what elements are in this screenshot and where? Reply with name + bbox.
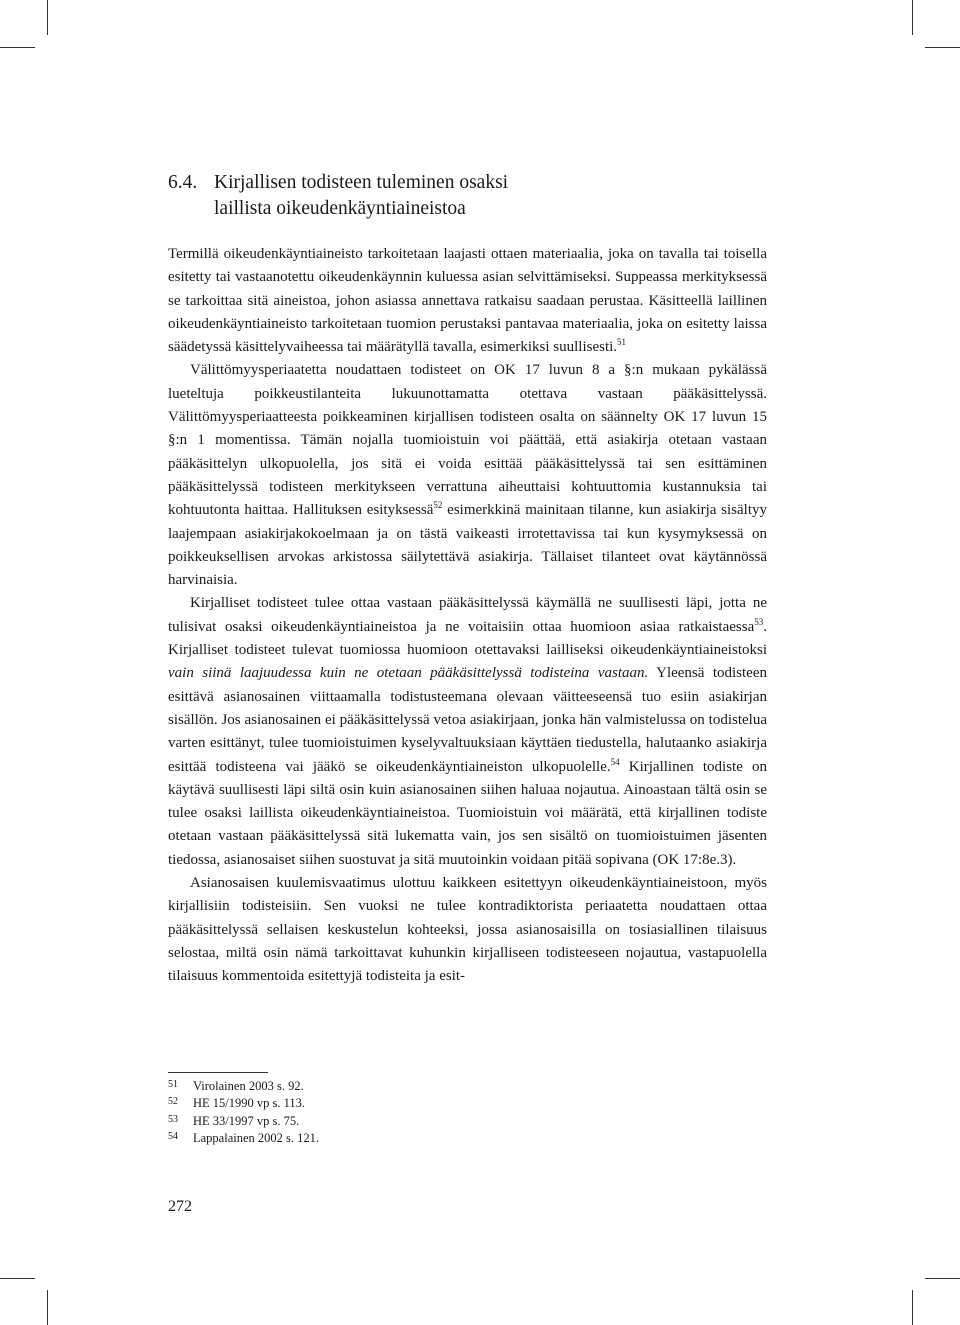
crop-mark <box>925 47 960 48</box>
footnote <box>168 1113 668 1130</box>
crop-mark <box>912 1290 913 1325</box>
footnote-text: Virolainen 2003 s. 92. <box>193 1079 304 1093</box>
emphasis-text: vain siinä laajuudessa kuin ne otetaan pääkäsittelyssä todisteina vastaan. <box>168 665 649 682</box>
footnote-text: HE 33/1997 vp s. 75. <box>193 1113 300 1128</box>
paragraph <box>168 243 767 359</box>
paragraph <box>168 872 767 988</box>
text-run: . Kirjalliset todisteet tulevat tuomiossa huomioon otettavaksi lailliseksi oikeudenkäyntiaineistoksi <box>168 618 767 659</box>
footnote-text: HE 15/1990 vp s. 113. <box>193 1096 306 1111</box>
text-run: Kirjalliset todisteet tulee ottaa vastaan pääkäsittelyssä käymällä ne suullisesti läpi, jotta ne tulisivat osaksi oikeudenkäyntiaineistoa ja ne voitaisiin ottaa huomioon asiaa ratkaistaessa <box>168 595 767 635</box>
footnote-ref: 51 <box>617 337 627 348</box>
paragraph <box>168 359 767 592</box>
footnote-rule <box>168 1072 268 1073</box>
footnote-number: 53 <box>168 1113 178 1125</box>
heading-line-2: laillista oikeudenkäyntiaineistoa <box>214 198 466 219</box>
footnote-text: Lappalainen 2002 s. 121. <box>193 1130 320 1145</box>
text-run: Asianosaisen kuulemisvaatimus ulottuu kaikkeen esitettyyn oikeudenkäyntiaineistoon, myös kirjallisiin todisteisiin. Sen vuoksi ne tulee kontradiktorista periaatetta noudattaen ottaa pääkäsittelyssä sellaisen keskustelun kohteeksi, jossa asianosaisilla on tosiasiallinen tilaisuus selostaa, miltä osin nämä tarkoittavat kuhunkin kirjalliseen todisteeseen nojautua, vastapuolella tilaisuus kommentoida esitettyjä todisteita ja esit- <box>168 875 767 985</box>
paragraph <box>168 592 767 872</box>
crop-mark <box>47 0 48 35</box>
footnote-ref: 52 <box>433 500 443 511</box>
text-run: esimerkkinä mainitaan tilanne, kun asiakirja sisältyy laajempaan asiakirjakokoelmaan ja on tästä vaikeasti irrotettavissa tai kun kysymyksessä on poikkeuksellisen arvokas arkistossa säilytettävä asiakirja. Tällaiset tilanteet ovat käytännössä harvinaisia. <box>168 502 768 589</box>
text-run: Termillä oikeudenkäyntiaineisto tarkoitetaan laajasti ottaen materiaalia, joka on tavalla tai toisella esitetty tai vastaanotettu oikeudenkäynnin kuluessa asian selvittämiseksi. Suppeassa merkityksessä se tarkoittaa sitä aineistoa, johon asiassa annettava ratkaisu saadaan perustaa. Käsitteellä laillinen oikeudenkäyntiaineisto tarkoitetaan tuomion perustaksi pantavaa materiaalia, joka on esitetty laissa säädetyssä käsittelyvaiheessa tai määrätyllä tavalla, esimerkiksi suullisesti. <box>168 246 767 356</box>
footnote-number: 51 <box>168 1079 178 1090</box>
footnote-number: 52 <box>168 1096 178 1108</box>
footnote <box>168 1078 668 1095</box>
heading-line-1: Kirjallisen todisteen tuleminen osaksi <box>214 172 509 193</box>
section-number: 6.4. <box>168 172 198 193</box>
crop-mark <box>0 47 35 48</box>
text-run: Kirjallinen todiste on käytävä suullisesti läpi siltä osin kuin asianosainen siihen haluaa nojautua. Ainoastaan tältä osin se tulee osaksi laillista oikeudenkäyntiaineistoa. Tuomioistuin voi määrätä, että kirjallinen todiste otetaan vastaan pääkäsittelyssä sitä lukematta vain, jos sen sisältö on tuomioistuimen jäsenten tiedossa, asianosaiset siihen suostuvat ja sitä muutoinkin voidaan pitää sopivana (OK 17:8e.3). <box>168 758 767 868</box>
crop-mark <box>925 1278 960 1279</box>
body-text <box>168 243 767 989</box>
crop-mark <box>0 1278 35 1279</box>
footnotes <box>168 1078 668 1147</box>
footnote-number: 54 <box>168 1130 178 1142</box>
text-run: Välittömyysperiaatetta noudattaen todisteet on OK 17 luvun 8 a §:n mukaan pykälässä lueteltuja poikkeustilanteita lukuunottamatta otettava vastaan pääkäsittelyssä. Välittömyysperiaatteesta poikkeaminen kirjallisen todisteen osalta on säännelty OK 17 luvun 15 §:n 1 momentissa. Tämän nojalla tuomioistuin voi päättää, että asiakirja otetaan vastaan pääkäsittelyn ulkopuolella, jos sitä ei voida esittää pääkäsittelyssä tai sen esittäminen pääkäsittelyssä todisteen merkitykseen verrattuna aiheuttaisi kohtuuttomia kustannuksia tai kohtuutonta haittaa. Hallituksen esityksessä <box>168 362 767 519</box>
footnote <box>168 1130 668 1147</box>
footnote-ref: 54 <box>610 756 620 767</box>
crop-mark <box>912 0 913 35</box>
text-run: Yleensä todisteen esittävä asianosainen viittaamalla todistusteemana olevaan väitteeseensä tuo esiin asiakirjan sisällön. Jos asianosainen ei pääkäsittelyssä vetoa asiakirjaan, jonka hän valmistelussa on todistelua varten esittänyt, tulee tuomioistuimen kyselyvaltuuksiaan käyttäen tiedustella, halutaanko asiakirja esittää todisteena vai jääkö se oikeudenkäyntiaineiston ulkopuolelle. <box>168 665 767 775</box>
footnote-ref: 53 <box>754 616 764 627</box>
crop-mark <box>47 1290 48 1325</box>
section-heading <box>168 170 768 222</box>
footnote <box>168 1095 668 1112</box>
page-number: 272 <box>168 1198 192 1215</box>
